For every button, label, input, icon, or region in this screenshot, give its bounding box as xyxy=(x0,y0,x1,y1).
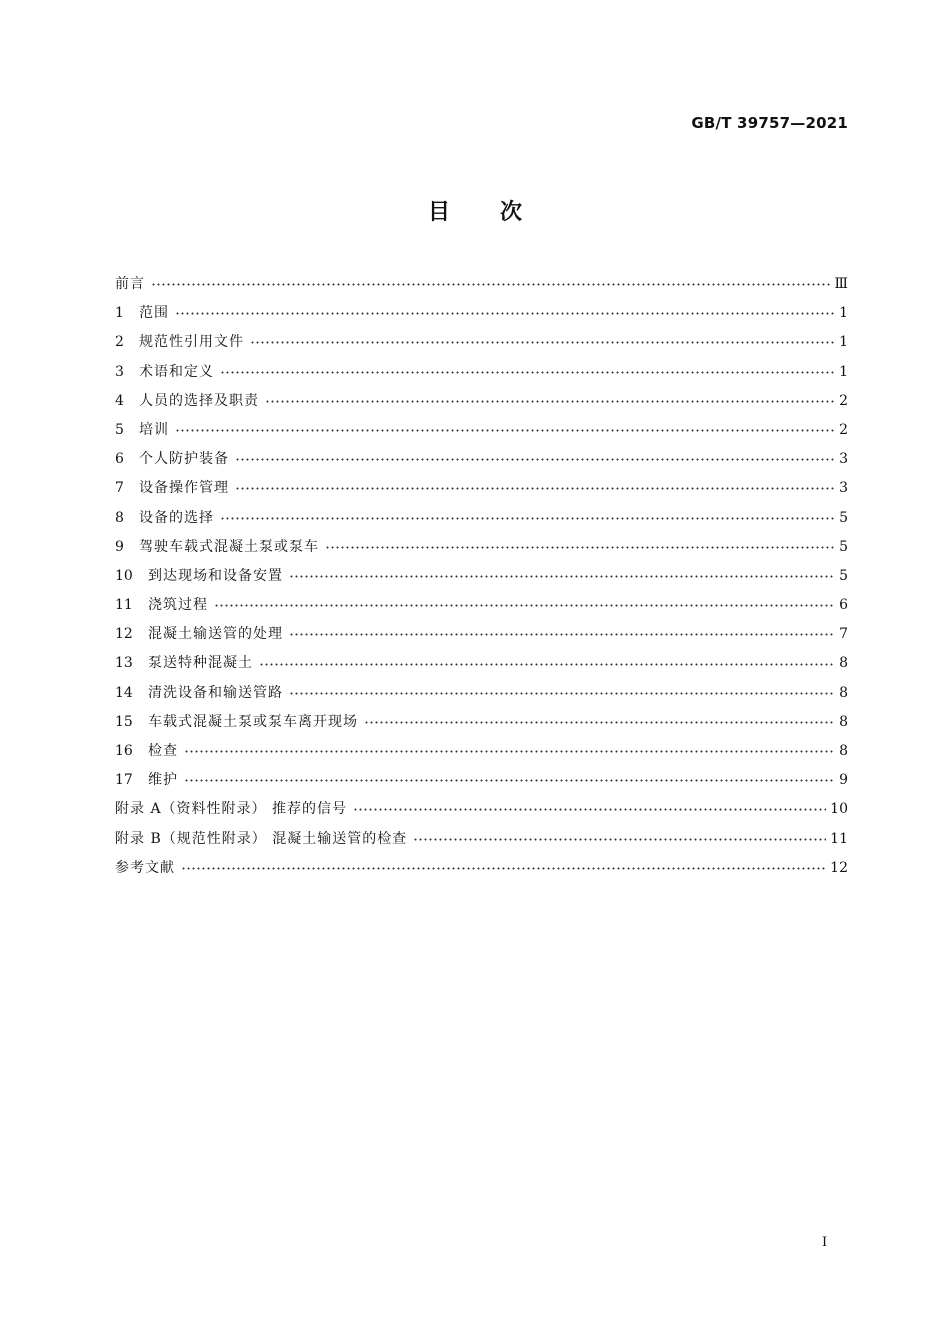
toc-entry-label: 设备操作管理 xyxy=(139,480,229,497)
toc-entry-label: 参考文献 xyxy=(115,859,175,876)
toc-entry-number: 11 xyxy=(115,597,133,614)
toc-entry-label: 检查 xyxy=(148,743,178,759)
toc-entry-label: 驾驶车载式混凝土泵或泵车 xyxy=(139,538,319,555)
toc-entry-label: 维护 xyxy=(148,772,178,789)
toc-entry-number: 10 xyxy=(115,567,133,584)
toc-leader-dots xyxy=(250,336,834,350)
toc-entry-page: 7 xyxy=(839,626,848,643)
toc-leader-dots xyxy=(325,540,834,554)
toc-entry-number: 17 xyxy=(115,772,133,789)
toc-list xyxy=(115,270,848,883)
toc-entry-label: 泵送特种混凝土 xyxy=(148,655,253,672)
toc-leader-dots xyxy=(181,861,826,875)
toc-leader-dots xyxy=(265,394,834,408)
toc-entry-page: 8 xyxy=(839,684,848,701)
toc-entry-label: 人员的选择及职责 xyxy=(139,392,259,409)
toc-entry-foreword[interactable] xyxy=(115,270,848,299)
toc-entry-page: 1 xyxy=(839,305,848,322)
toc-leader-dots xyxy=(214,599,834,613)
toc-entry-label: 清洗设备和输送管路 xyxy=(148,684,283,701)
toc-entry-label: 术语和定义 xyxy=(139,363,214,380)
toc-leader-dots xyxy=(235,482,834,496)
toc-entry-page: 5 xyxy=(839,509,848,526)
toc-leader-dots xyxy=(289,686,834,700)
toc-entry-number: 6 xyxy=(115,451,124,468)
toc-entry-label: 前言 xyxy=(115,276,145,292)
toc-entry-3[interactable] xyxy=(115,358,848,387)
toc-entry-number: 1 xyxy=(115,305,124,322)
toc-entry-number: 12 xyxy=(115,626,133,643)
toc-entry-number: 15 xyxy=(115,713,133,730)
standard-number: GB/T 39757—2021 xyxy=(691,114,848,132)
toc-entry-number: 9 xyxy=(115,538,124,555)
toc-entry-number: 16 xyxy=(115,743,133,759)
toc-entry-2[interactable] xyxy=(115,328,848,357)
toc-entry-page: 6 xyxy=(839,597,848,614)
toc-leader-dots xyxy=(184,774,834,788)
toc-entry-1[interactable] xyxy=(115,299,848,328)
toc-entry-16[interactable] xyxy=(115,737,848,766)
toc-entry-15[interactable] xyxy=(115,708,848,737)
toc-entry-page: 12 xyxy=(830,859,848,876)
toc-entry-9[interactable] xyxy=(115,533,848,562)
toc-entry-5[interactable] xyxy=(115,416,848,445)
toc-leader-dots xyxy=(259,657,834,671)
toc-title: 目次 xyxy=(427,200,572,225)
toc-entry-page: 5 xyxy=(839,538,848,555)
toc-leader-dots xyxy=(151,278,830,292)
toc-leader-dots xyxy=(413,832,826,846)
toc-entry-page: 9 xyxy=(839,772,848,789)
toc-entry-bibliography[interactable] xyxy=(115,854,848,883)
toc-entry-6[interactable] xyxy=(115,445,848,474)
toc-entry-page: 11 xyxy=(830,830,848,847)
toc-leader-dots xyxy=(220,511,834,525)
toc-entry-label: 设备的选择 xyxy=(139,509,214,526)
toc-entry-10[interactable] xyxy=(115,562,848,591)
toc-entry-page: 8 xyxy=(839,713,848,730)
toc-entry-page: 8 xyxy=(839,743,848,759)
toc-entry-page: 10 xyxy=(830,801,848,818)
toc-entry-number: 2 xyxy=(115,334,124,351)
toc-entry-14[interactable] xyxy=(115,679,848,708)
toc-entry-number: 7 xyxy=(115,480,124,497)
toc-entry-label: 车载式混凝土泵或泵车离开现场 xyxy=(148,713,358,730)
toc-leader-dots xyxy=(353,803,826,817)
toc-entry-13[interactable] xyxy=(115,649,848,678)
toc-entry-number: 3 xyxy=(115,363,124,380)
toc-entry-label: 混凝土输送管的处理 xyxy=(148,626,283,643)
toc-entry-page: 1 xyxy=(839,334,848,351)
toc-entry-number: 13 xyxy=(115,655,133,672)
toc-entry-17[interactable] xyxy=(115,766,848,795)
toc-entry-7[interactable] xyxy=(115,474,848,503)
toc-leader-dots xyxy=(289,628,834,642)
toc-entry-label: 到达现场和设备安置 xyxy=(148,567,283,584)
toc-entry-number: 4 xyxy=(115,392,124,409)
toc-leader-dots xyxy=(289,569,834,583)
toc-entry-label: 培训 xyxy=(139,421,169,438)
toc-leader-dots xyxy=(184,745,834,759)
toc-entry-page: 8 xyxy=(839,655,848,672)
toc-entry-4[interactable] xyxy=(115,387,848,416)
toc-leader-dots xyxy=(175,424,834,438)
toc-leader-dots xyxy=(235,453,834,467)
toc-entry-number: 14 xyxy=(115,684,133,701)
page-number: Ⅰ xyxy=(822,1235,828,1250)
toc-entry-label: 规范性引用文件 xyxy=(139,334,244,351)
toc-entry-label: 浇筑过程 xyxy=(148,597,208,614)
toc-entry-appendix-b[interactable] xyxy=(115,825,848,854)
toc-entry-label: 范围 xyxy=(139,305,169,322)
toc-entry-page: 1 xyxy=(839,363,848,380)
toc-entry-page: 5 xyxy=(839,567,848,584)
toc-entry-page: 3 xyxy=(839,480,848,497)
toc-entry-label: 附录 B（规范性附录） 混凝土输送管的检查 xyxy=(115,830,408,847)
toc-leader-dots xyxy=(364,715,834,729)
toc-entry-8[interactable] xyxy=(115,504,848,533)
toc-entry-page: 3 xyxy=(839,451,848,468)
toc-leader-dots xyxy=(220,365,834,379)
toc-entry-page: 2 xyxy=(839,392,848,409)
toc-entry-number: 8 xyxy=(115,509,124,526)
toc-entry-11[interactable] xyxy=(115,591,848,620)
toc-entry-label: 个人防护装备 xyxy=(139,451,229,468)
toc-entry-number: 5 xyxy=(115,421,124,438)
toc-entry-page: 2 xyxy=(839,421,848,438)
toc-entry-appendix-a[interactable] xyxy=(115,795,848,824)
toc-leader-dots xyxy=(175,307,834,321)
toc-entry-page: Ⅲ xyxy=(834,276,848,292)
toc-entry-12[interactable] xyxy=(115,620,848,649)
toc-entry-label: 附录 A（资料性附录） 推荐的信号 xyxy=(115,801,348,818)
